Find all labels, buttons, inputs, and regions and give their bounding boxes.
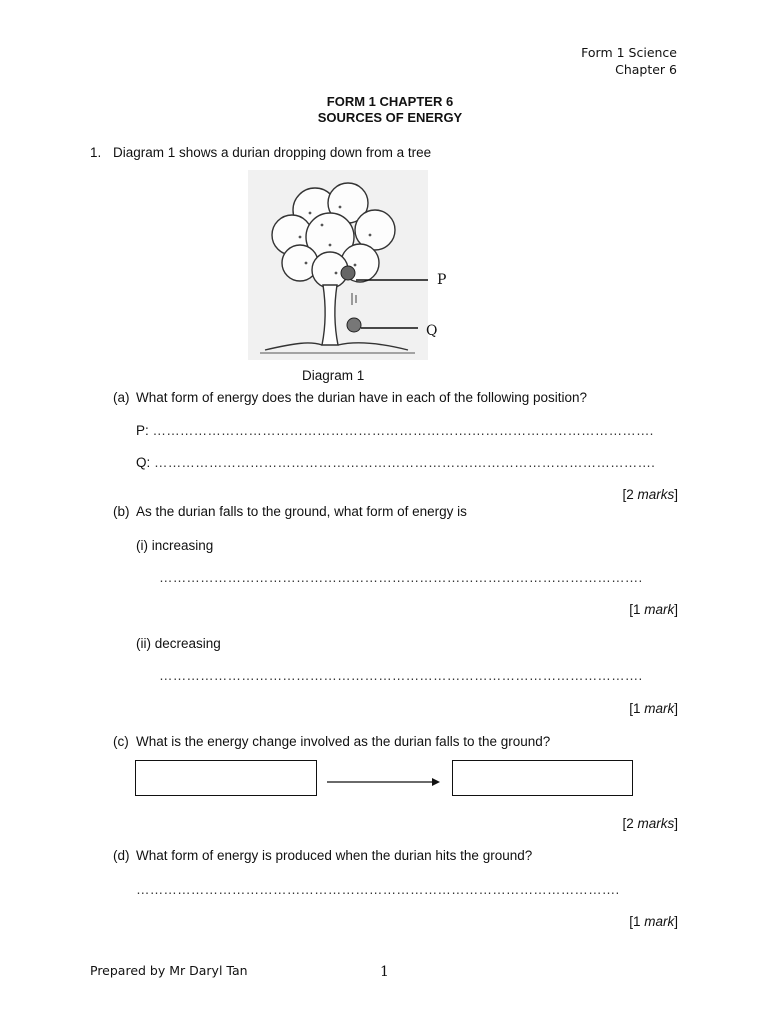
answer-line-b-i[interactable]: …………………………………………………………………………………………….: [159, 570, 643, 585]
part-b-sub-ii: (ii) decreasing: [136, 636, 221, 651]
falling-durian: [347, 318, 361, 332]
answer-line-p[interactable]: [136, 423, 654, 438]
marks-part-c: [2 marks]: [622, 816, 678, 831]
part-a-label: (a): [113, 390, 130, 405]
marks-part-b-ii: [1 mark]: [629, 701, 678, 716]
part-b-question: As the durian falls to the ground, what form of energy is: [136, 504, 467, 519]
arrow-right-icon: [326, 775, 444, 789]
dotted-line: …………………………………………………………….………………………………….: [154, 455, 656, 470]
diagram-label-p: P: [437, 272, 447, 288]
part-c-label: (c): [113, 734, 129, 749]
footer-prepared-by: Prepared by Mr Daryl Tan: [90, 963, 248, 978]
header-chapter: Chapter 6: [615, 62, 677, 77]
energy-before-box[interactable]: [135, 760, 317, 796]
marks-part-b-i: [1 mark]: [629, 602, 678, 617]
page-subtitle: SOURCES OF ENERGY: [317, 110, 463, 125]
durian-on-tree: [341, 266, 355, 280]
header-subject: Form 1 Science: [581, 45, 677, 60]
tree-with-falling-durian-icon: [240, 165, 460, 380]
question-stem: Diagram 1 shows a durian dropping down from a tree: [113, 145, 432, 160]
diagram-label-q: Q: [426, 323, 438, 339]
marks-part-d: [1 mark]: [629, 914, 678, 929]
part-a-question: What form of energy does the durian have in each of the following position?: [136, 390, 588, 405]
question-number: 1.: [90, 145, 102, 160]
part-b-sub-i: (i) increasing: [136, 538, 214, 553]
diagram-caption: Diagram 1: [302, 368, 365, 383]
part-b-label: (b): [113, 504, 130, 519]
part-d-question: What form of energy is produced when the durian hits the ground?: [136, 848, 533, 863]
part-d-label: (d): [113, 848, 130, 863]
answer-line-d[interactable]: …………………………………………………………………………………………….: [136, 882, 620, 897]
answer-prefix-q: Q:: [136, 455, 151, 470]
part-c-question: What is the energy change involved as the durian falls to the ground?: [136, 734, 551, 749]
answer-prefix-p: P:: [136, 423, 149, 438]
dotted-line: …………………………………………………………….………………………………….: [152, 423, 654, 438]
answer-line-b-ii[interactable]: …………………………………………………………………………………………….: [159, 668, 643, 683]
page-number: 1: [380, 964, 389, 980]
marks-part-a: [2 marks]: [622, 487, 678, 502]
answer-line-q[interactable]: [136, 455, 655, 470]
energy-after-box[interactable]: [452, 760, 633, 796]
page-title: FORM 1 CHAPTER 6: [326, 94, 454, 109]
